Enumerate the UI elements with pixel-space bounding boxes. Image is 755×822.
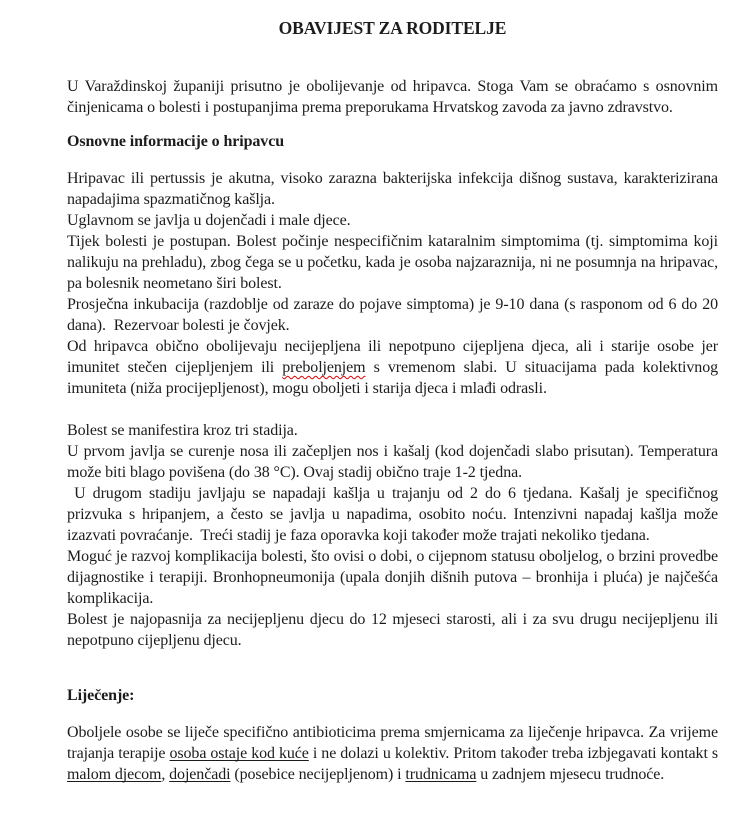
text-run: U Varaždinskoj županiji prisutno je obolijevanje od hripavca. Stoga Vam se obraćamo s osnovnim činjenicama o bolesti i postupanjima prema preporukama Hrvatskog zavoda za javno zdravstvo. [67, 78, 718, 116]
paragraph [67, 441, 718, 483]
paragraph [67, 76, 718, 118]
text-run: Hripavac ili pertussis je akutna, visoko zarazna bakterijska infekcija dišnog sustava, karakterizirana napadajima spazmatičnog kašlja. [67, 170, 718, 208]
text-run: Od hripavca obično obolijevaju necijepljena ili nepotpuno cijepljena djeca, ali i starije osobe jer imunitet stečen cijepljenjem ili [67, 338, 718, 376]
document-body [67, 16, 718, 785]
paragraph [67, 336, 718, 399]
text-run: u zadnjem mjesecu trudnoće. [476, 766, 665, 783]
paragraph [67, 420, 718, 441]
paragraph [67, 294, 718, 336]
text-run: s vremenom slabi. U situacijama pada kolektivnog imuniteta (niža procijepljenost), mogu oboljeti i starija djeca i mlađi odrasli. [67, 359, 718, 397]
underlined-text: osoba ostaje kod kuće [169, 745, 309, 762]
section-heading: Liječenje: [67, 687, 135, 704]
paragraph [67, 168, 718, 210]
paragraph [67, 231, 718, 294]
text-run: Oboljele osobe se liječe specifično antibioticima prema smjernicama za liječenje hripavca. Za vrijeme trajanja terapije [67, 724, 718, 762]
paragraph [67, 722, 718, 785]
text-run: Bolest se manifestira kroz tri stadija. [67, 422, 298, 439]
blank-line [67, 651, 718, 672]
paragraph [67, 546, 718, 609]
text-run: i ne dolazi u kolektiv. Pritom također treba izbjegavati kontakt s [308, 745, 719, 762]
misspelled-word: preboljenjem [282, 359, 366, 376]
text-run: Moguć je razvoj komplikacija bolesti, što ovisi o dobi, o cijepnom statusu oboljelog, o brzini provedbe dijagnostike i terapiji. Bronhopneumonija (upala donjih dišnih putova – bronhija i pluća) je najčešća komplikacija. [67, 548, 718, 607]
paragraph [67, 483, 718, 546]
underlined-text: trudnicama [405, 766, 477, 783]
underlined-text: malom djecom [67, 766, 162, 783]
blank-line [67, 399, 718, 420]
text-run: Tijek bolesti je postupan. Bolest počinje nespecifičnim kataralnim simptomima (tj. simptomima koji nalikuju na prehladu), zbog čega se u početku, kada je osoba najzaraznija, ni ne posumnja na hripavac, pa bolesnik neometano širi bolest. [67, 233, 718, 292]
text-run: U prvom javlja se curenje nosa ili začepljen nos i kašalj (kod dojenčadi slabo prisutan). Temperatura može biti blago povišena (do 38 °C). Ovaj stadij obično traje 1-2 tjedna. [67, 443, 718, 481]
text-run: U drugom stadiju javljaju se napadaji kašlja u trajanju od 2 do 6 tjedana. Kašalj je specifičnog prizvuka s hripanjem, a često se javlja u napadima, osobito noću. Intenzivni napadaj kašlja može izazvati povraćanje. Treći stadij je faza oporavka koji također može trajati nekoliko tjedana. [67, 485, 718, 544]
paragraph [67, 210, 718, 231]
paragraph [67, 609, 718, 651]
underlined-text: dojenčadi [169, 766, 231, 783]
text-run: Prosječna inkubacija (razdoblje od zaraze do pojave simptoma) je 9-10 dana (s rasponom od 6 do 20 dana). Rezervoar bolesti je čovjek. [67, 296, 718, 334]
text-run: , [161, 766, 170, 783]
text-run: Bolest je najopasnija za necijepljenu djecu do 12 mjeseci starosti, ali i za svu drugu necijepljenu ili nepotpuno cijepljenu djecu. [67, 611, 718, 649]
document-title: OBAVIJEST ZA RODITELJE [278, 18, 507, 38]
section-heading: Osnovne informacije o hripavcu [67, 133, 284, 150]
text-run: (posebice necijepljenom) i [230, 766, 406, 783]
text-run: Uglavnom se javlja u dojenčadi i male djece. [67, 212, 351, 229]
